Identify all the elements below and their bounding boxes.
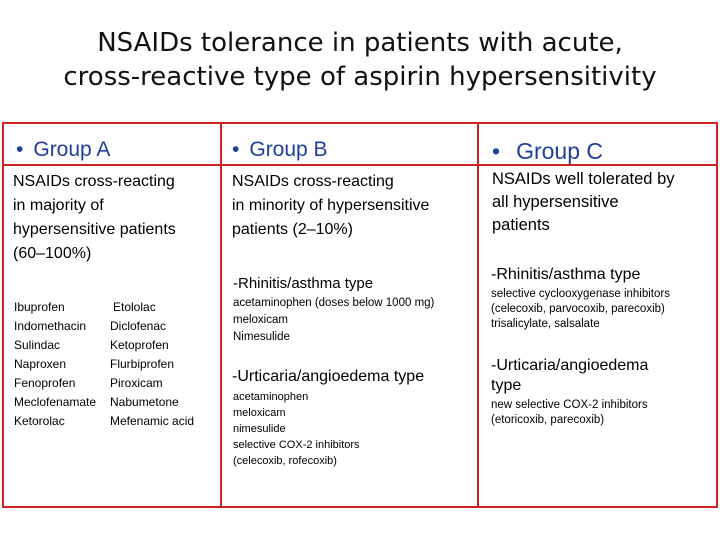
- group-c-bullet: •: [492, 138, 501, 164]
- group-a-header-label: Group A: [33, 138, 111, 161]
- column-divider-1: [220, 122, 222, 508]
- list-item: trisalicylate, salsalate: [491, 318, 600, 330]
- title-line-1: NSAIDs tolerance in patients with acute,: [97, 28, 623, 58]
- group-b-bullet: •: [232, 138, 240, 161]
- group-c-rhinitis-list: [491, 287, 670, 332]
- list-item: selective cyclooxygenase inhibitors: [491, 288, 670, 300]
- list-item: acetaminophen: [233, 391, 309, 403]
- drug-item: Piroxicam: [110, 376, 163, 390]
- group-b-rhinitis-heading: -Rhinitis/asthma type: [233, 275, 374, 292]
- group-c-rhinitis-heading: -Rhinitis/asthma type: [491, 266, 641, 283]
- group-c-description-line: all hypersensitive: [492, 193, 619, 211]
- list-item: acetaminophen (doses below 1000 mg): [233, 297, 435, 309]
- group-a-description-line: NSAIDs cross-reacting: [13, 173, 175, 190]
- list-item: Nimesulide: [233, 331, 290, 343]
- group-a-drugs-right: [110, 298, 194, 431]
- group-b-header: [232, 138, 328, 162]
- drug-item: Naproxen: [14, 357, 67, 371]
- group-a-description-line: hypersensitive patients: [13, 221, 176, 238]
- group-b-description-line: NSAIDs cross-reacting: [232, 173, 394, 190]
- group-c-description: [492, 168, 675, 237]
- group-c-header: [492, 138, 603, 165]
- drug-item: Diclofenac: [110, 319, 167, 333]
- group-c-urticaria-heading-line: -Urticaria/angioedema: [491, 357, 649, 374]
- list-item: (celecoxib, parvocoxib, parecoxib): [491, 303, 665, 315]
- group-b-description-line: patients (2–10%): [232, 221, 353, 238]
- group-c-urticaria-list: [491, 398, 648, 428]
- group-b-description: [232, 170, 429, 242]
- group-b-rhinitis-list: [233, 296, 434, 345]
- list-item: selective COX-2 inhibitors: [233, 439, 360, 451]
- drug-item: Mefenamic acid: [110, 414, 195, 428]
- group-a-description-line: (60–100%): [13, 245, 92, 262]
- title-line-2: cross-reactive type of aspirin hypersensitivity: [63, 62, 657, 92]
- group-a-description-line: in majority of: [13, 197, 104, 214]
- group-c-urticaria-heading: [491, 356, 648, 396]
- list-item: new selective COX-2 inhibitors: [491, 399, 648, 411]
- drug-item: Meclofenamate: [14, 395, 97, 409]
- group-b-header-label: Group B: [249, 138, 328, 161]
- drug-item: Nabumetone: [110, 395, 179, 409]
- drug-item: Etololac: [113, 300, 156, 314]
- group-b-urticaria-heading: -Urticaria/angioedema type: [232, 368, 425, 385]
- group-b-urticaria-list: [233, 389, 360, 469]
- list-item: (etoricoxib, parecoxib): [491, 414, 605, 426]
- group-a-description: [13, 170, 176, 266]
- column-divider-2: [477, 122, 479, 508]
- drug-item: Fenoprofen: [14, 376, 76, 390]
- list-item: meloxicam: [233, 314, 288, 326]
- drug-item: Ketoprofen: [110, 338, 169, 352]
- group-a-bullet: •: [16, 138, 24, 161]
- group-b-description-line: in minority of hypersensitive: [232, 197, 430, 214]
- drug-item: Ketorolac: [14, 414, 65, 428]
- group-c-description-line: patients: [492, 216, 550, 234]
- group-c-description-line: NSAIDs well tolerated by: [492, 170, 675, 188]
- group-c-urticaria-heading-line: type: [491, 377, 522, 394]
- header-divider-ab: [2, 164, 477, 166]
- list-item: meloxicam: [233, 407, 286, 419]
- drug-item: Sulindac: [14, 338, 61, 352]
- slide-title: [0, 26, 720, 94]
- drug-item: Ibuprofen: [14, 300, 65, 314]
- group-c-header-label: Group C: [516, 138, 603, 164]
- list-item: nimesulide: [233, 423, 286, 435]
- group-a-drugs-left: [14, 298, 96, 431]
- list-item: (celecoxib, rofecoxib): [233, 455, 337, 467]
- drug-item: Flurbiprofen: [110, 357, 175, 371]
- group-a-header: [16, 138, 110, 162]
- drug-item: Indomethacin: [14, 319, 87, 333]
